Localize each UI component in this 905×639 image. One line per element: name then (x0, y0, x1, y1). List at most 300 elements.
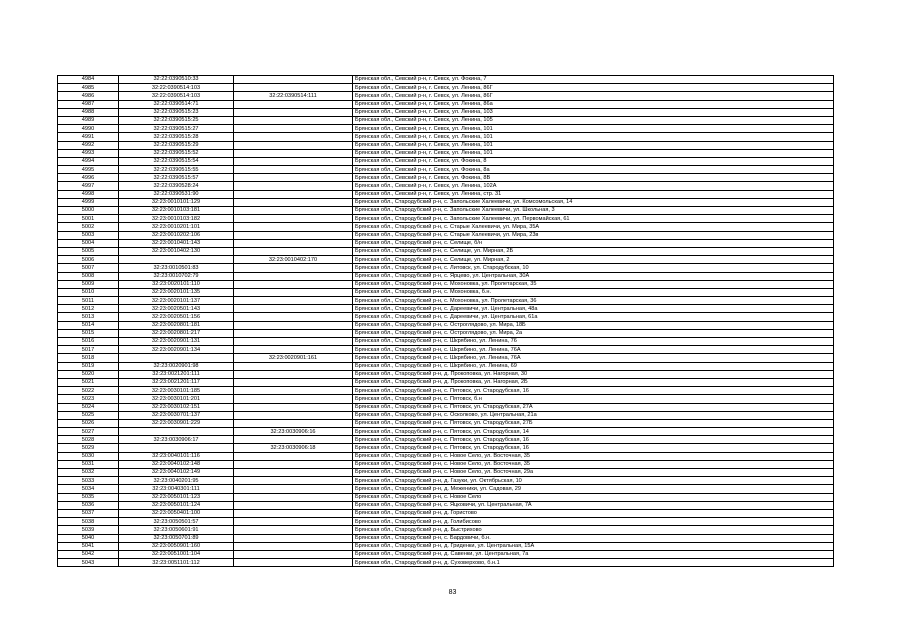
table-row (58, 100, 834, 108)
table-row (58, 526, 834, 534)
address-cell: Брянская обл., Стародубский р-н, д. Савенки, ул. Центральная, 7а (353, 550, 834, 558)
address-cell: Брянская обл., Стародубский р-н, с. Остроглядово, ул. Мира, 2а (353, 329, 834, 337)
table-row (58, 313, 834, 321)
parent-cadastral-number-cell (234, 501, 353, 509)
row-number-cell: 5018 (58, 354, 119, 362)
row-number-cell: 5012 (58, 305, 119, 313)
page-number: 83 (448, 589, 457, 596)
row-number-cell: 4994 (58, 157, 119, 165)
cadastral-number-cell: 32:23:0020101:110 (119, 280, 234, 288)
address-cell: Брянская обл., Стародубский р-н, с. Пятовск, ул. Стародубская, 14 (353, 428, 834, 436)
row-number-cell: 4992 (58, 141, 119, 149)
parent-cadastral-number-cell (234, 133, 353, 141)
row-number-cell: 4993 (58, 149, 119, 157)
parent-cadastral-number-cell (234, 460, 353, 468)
table-row (58, 92, 834, 100)
row-number-cell: 4997 (58, 182, 119, 190)
parent-cadastral-number-cell (234, 329, 353, 337)
address-cell: Брянская обл., Стародубский р-н, с. Пятовск, б.н (353, 395, 834, 403)
parent-cadastral-number-cell (234, 509, 353, 517)
address-cell: Брянская обл., Севский р-н, г. Севск, ул. Ленина, 86а (353, 100, 834, 108)
table-row (58, 280, 834, 288)
cadastral-number-cell: 32:22:0390515:57 (119, 174, 234, 182)
cadastral-number-cell: 32:23:0050501:57 (119, 518, 234, 526)
address-cell: Брянская обл., Севский р-н, г. Севск, ул. Ленина, 101 (353, 125, 834, 133)
row-number-cell: 5006 (58, 256, 119, 264)
table-row (58, 370, 834, 378)
cadastral-number-cell: 32:23:0010202:106 (119, 231, 234, 239)
row-number-cell: 5004 (58, 239, 119, 247)
address-cell: Брянская обл., Севский р-н, г. Севск, ул. Ленина, 86Г (353, 84, 834, 92)
table-row (58, 534, 834, 542)
address-cell: Брянская обл., Стародубский р-н, с. Пятовск, ул. Стародубская, 27Б (353, 419, 834, 427)
cadastral-number-cell: 32:22:0390515:54 (119, 157, 234, 165)
table-row (58, 116, 834, 124)
table-row (58, 108, 834, 116)
parent-cadastral-number-cell (234, 239, 353, 247)
table-row (58, 182, 834, 190)
cadastral-number-cell (119, 444, 234, 452)
parent-cadastral-number-cell (234, 116, 353, 124)
table-row (58, 550, 834, 558)
parent-cadastral-number-cell (234, 280, 353, 288)
cadastral-number-cell: 32:22:0390515:25 (119, 116, 234, 124)
row-number-cell: 5036 (58, 501, 119, 509)
parent-cadastral-number-cell (234, 100, 353, 108)
cadastral-number-cell: 32:23:0050601:91 (119, 526, 234, 534)
cadastral-number-cell: 32:23:0010501:83 (119, 264, 234, 272)
cadastral-number-cell: 32:23:0030901:229 (119, 419, 234, 427)
parent-cadastral-number-cell (234, 174, 353, 182)
cadastral-number-cell: 32:22:0390515:52 (119, 149, 234, 157)
table-row (58, 84, 834, 92)
table-row (58, 428, 834, 436)
cadastral-number-cell: 32:23:0020901:98 (119, 362, 234, 370)
table-row (58, 166, 834, 174)
parent-cadastral-number-cell (234, 493, 353, 501)
cadastral-number-cell: 32:23:0021201:117 (119, 378, 234, 386)
address-cell: Брянская обл., Стародубский р-н, с. Запольские Халеевичи, ул. Первомайская, 61 (353, 215, 834, 223)
table-row (58, 436, 834, 444)
cadastral-number-cell: 32:23:0010103:181 (119, 207, 234, 215)
cadastral-number-cell: 32:23:0040101:116 (119, 452, 234, 460)
cadastral-number-cell: 32:23:0020101:137 (119, 297, 234, 305)
table-row (58, 141, 834, 149)
table-row (58, 346, 834, 354)
row-number-cell: 5000 (58, 207, 119, 215)
parent-cadastral-number-cell (234, 403, 353, 411)
address-cell: Брянская обл., Севский р-н, г. Севск, ул. Фокина, 8 (353, 157, 834, 165)
parent-cadastral-number-cell (234, 76, 353, 84)
table-row (58, 493, 834, 501)
row-number-cell: 4985 (58, 84, 119, 92)
table-row (58, 501, 834, 509)
cadastral-number-cell: 32:22:0390515:29 (119, 141, 234, 149)
table-row (58, 207, 834, 215)
parent-cadastral-number-cell (234, 370, 353, 378)
parent-cadastral-number-cell: 32:23:0030906:16 (234, 428, 353, 436)
row-number-cell: 5033 (58, 477, 119, 485)
table-row (58, 198, 834, 206)
cadastral-number-cell: 32:22:0390515:55 (119, 166, 234, 174)
cadastral-number-cell: 32:23:0020901:131 (119, 338, 234, 346)
row-number-cell: 5019 (58, 362, 119, 370)
parent-cadastral-number-cell (234, 477, 353, 485)
parent-cadastral-number-cell (234, 190, 353, 198)
address-cell: Брянская обл., Стародубский р-н, с. Запольские Халеевичи, ул. Комсомольская, 14 (353, 198, 834, 206)
parent-cadastral-number-cell (234, 469, 353, 477)
table-row (58, 157, 834, 165)
parent-cadastral-number-cell (234, 166, 353, 174)
address-cell: Брянская обл., Севский р-н, г. Севск, ул. Ленина, 101 (353, 133, 834, 141)
table-row (58, 76, 834, 84)
row-number-cell: 5016 (58, 338, 119, 346)
parent-cadastral-number-cell (234, 108, 353, 116)
cadastral-number-cell: 32:23:0010103:182 (119, 215, 234, 223)
row-number-cell: 5037 (58, 509, 119, 517)
row-number-cell: 5001 (58, 215, 119, 223)
address-cell: Брянская обл., Стародубский р-н, с. Мохоновка, ул. Пролетарская, 36 (353, 297, 834, 305)
address-cell: Брянская обл., Стародубский р-н, с. Запольские Халеевичи, ул. Школьная, 3 (353, 207, 834, 215)
table-row (58, 354, 834, 362)
address-cell: Брянская обл., Стародубский р-н, с. Остроглядово, ул. Мира, 18Б (353, 321, 834, 329)
address-cell: Брянская обл., Севский р-н, г. Севск, ул. Ленина, 86Г (353, 92, 834, 100)
address-cell: Брянская обл., Стародубский р-н, д. Суховерхово, б.н.1 (353, 559, 834, 567)
address-cell: Брянская обл., Стародубский р-н, с. Новое Село (353, 493, 834, 501)
row-number-cell: 5027 (58, 428, 119, 436)
cadastral-number-cell: 32:22:0390531:90 (119, 190, 234, 198)
address-cell: Брянская обл., Стародубский р-н, с. Пятовск, ул. Стародубская, 16 (353, 444, 834, 452)
address-cell: Брянская обл., Стародубский р-н, д. Быстрихово (353, 526, 834, 534)
table-row (58, 338, 834, 346)
address-cell: Брянская обл., Стародубский р-н, с. Шкрябино, ул. Ленина, 76А (353, 354, 834, 362)
row-number-cell: 5043 (58, 559, 119, 567)
table-row (58, 419, 834, 427)
parent-cadastral-number-cell (234, 247, 353, 255)
table-row (58, 329, 834, 337)
table-row (58, 149, 834, 157)
parent-cadastral-number-cell (234, 346, 353, 354)
cadastral-number-cell: 32:23:0020801:217 (119, 329, 234, 337)
parent-cadastral-number-cell (234, 207, 353, 215)
cadastral-number-cell (119, 256, 234, 264)
parent-cadastral-number-cell: 32:23:0010402:170 (234, 256, 353, 264)
table-row (58, 305, 834, 313)
row-number-cell: 5030 (58, 452, 119, 460)
table-row (58, 378, 834, 386)
address-cell: Брянская обл., Севский р-н, г. Севск, ул. Ленина, 101 (353, 149, 834, 157)
address-cell: Брянская обл., Стародубский р-н, с. Пятовск, ул. Стародубская, 16 (353, 387, 834, 395)
parent-cadastral-number-cell (234, 231, 353, 239)
row-number-cell: 5022 (58, 387, 119, 395)
cadastral-number-cell: 32:23:0030101:185 (119, 387, 234, 395)
row-number-cell: 5002 (58, 223, 119, 231)
cadastral-number-cell: 32:22:0390510:33 (119, 76, 234, 84)
address-cell: Брянская обл., Стародубский р-н, с. Яцковичи, ул. Центральная, 7А (353, 501, 834, 509)
address-cell: Брянская обл., Стародубский р-н, с. Шкрябино, ул. Ленина, 76А (353, 346, 834, 354)
cadastral-number-cell: 32:23:0051101:112 (119, 559, 234, 567)
address-cell: Брянская обл., Стародубский р-н, с. Дареевичи, ул. Центральная, 61а (353, 313, 834, 321)
address-cell: Брянская обл., Стародубский р-н, с. Пятовск, ул. Стародубская, 27А (353, 403, 834, 411)
parent-cadastral-number-cell (234, 395, 353, 403)
row-number-cell: 5028 (58, 436, 119, 444)
address-cell: Брянская обл., Севский р-н, г. Севск, ул. Ленина, 102А (353, 182, 834, 190)
parent-cadastral-number-cell (234, 321, 353, 329)
address-cell: Брянская обл., Стародубский р-н, с. Селище, ул. Мирная, 2Б (353, 247, 834, 255)
parent-cadastral-number-cell (234, 149, 353, 157)
parent-cadastral-number-cell (234, 518, 353, 526)
row-number-cell: 5032 (58, 469, 119, 477)
table-row (58, 444, 834, 452)
table-row (58, 411, 834, 419)
row-number-cell: 5017 (58, 346, 119, 354)
address-cell: Брянская обл., Стародубский р-н, с. Ярцево, ул. Центральная, 30А (353, 272, 834, 280)
parent-cadastral-number-cell (234, 125, 353, 133)
cadastral-number-cell: 32:23:0030101:201 (119, 395, 234, 403)
parent-cadastral-number-cell: 32:22:0390514:111 (234, 92, 353, 100)
parent-cadastral-number-cell (234, 305, 353, 313)
register-table-body (58, 76, 834, 567)
address-cell: Брянская обл., Севский р-н, г. Севск, ул. Ленина, стр. 31 (353, 190, 834, 198)
cadastral-number-cell (119, 428, 234, 436)
cadastral-number-cell: 32:23:0010401:143 (119, 239, 234, 247)
row-number-cell: 5009 (58, 280, 119, 288)
row-number-cell: 4984 (58, 76, 119, 84)
address-cell: Брянская обл., Стародубский р-н, д. Голибисово (353, 518, 834, 526)
table-row (58, 190, 834, 198)
cadastral-number-cell: 32:23:0050101:123 (119, 493, 234, 501)
parent-cadastral-number-cell (234, 411, 353, 419)
cadastral-number-cell: 32:23:0020501:156 (119, 313, 234, 321)
parent-cadastral-number-cell (234, 387, 353, 395)
cadastral-register-table (57, 75, 834, 567)
parent-cadastral-number-cell (234, 84, 353, 92)
table-row (58, 387, 834, 395)
table-row (58, 542, 834, 550)
table-row (58, 288, 834, 296)
row-number-cell: 5038 (58, 518, 119, 526)
row-number-cell: 5029 (58, 444, 119, 452)
cadastral-number-cell: 32:23:0020801:181 (119, 321, 234, 329)
address-cell: Брянская обл., Севский р-н, г. Севск, ул. Ленина, 101 (353, 141, 834, 149)
row-number-cell: 5031 (58, 460, 119, 468)
parent-cadastral-number-cell (234, 313, 353, 321)
table-row (58, 231, 834, 239)
table-row (58, 174, 834, 182)
table-row (58, 215, 834, 223)
table-row (58, 256, 834, 264)
table-row (58, 133, 834, 141)
address-cell: Брянская обл., Стародубский р-н, д. Гриденки, ул. Центральная, 15А (353, 542, 834, 550)
cadastral-number-cell: 32:23:0010402:130 (119, 247, 234, 255)
table-row (58, 223, 834, 231)
cadastral-number-cell: 32:23:0040102:148 (119, 460, 234, 468)
address-cell: Брянская обл., Стародубский р-н, с. Шкрябино, ул. Ленина, 69 (353, 362, 834, 370)
address-cell: Брянская обл., Стародубский р-н, д. Прокоповка, ул. Нагорная, 30 (353, 370, 834, 378)
cadastral-number-cell: 32:23:0050901:160 (119, 542, 234, 550)
row-number-cell: 5035 (58, 493, 119, 501)
row-number-cell: 5041 (58, 542, 119, 550)
parent-cadastral-number-cell (234, 419, 353, 427)
address-cell: Брянская обл., Стародубский р-н, с. Старые Халеевичи, ул. Мира, 35А (353, 223, 834, 231)
cadastral-number-cell: 32:23:0010101:129 (119, 198, 234, 206)
row-number-cell: 5003 (58, 231, 119, 239)
parent-cadastral-number-cell (234, 223, 353, 231)
row-number-cell: 5039 (58, 526, 119, 534)
row-number-cell: 5024 (58, 403, 119, 411)
row-number-cell: 4999 (58, 198, 119, 206)
address-cell: Брянская обл., Стародубский р-н, с. Пятовск, ул. Стародубская, 16 (353, 436, 834, 444)
row-number-cell: 5026 (58, 419, 119, 427)
address-cell: Брянская обл., Стародубский р-н, с. Мохоновка, ул. Пролетарская, 35 (353, 280, 834, 288)
address-cell: Брянская обл., Стародубский р-н, с. Мохоновка, б.н. (353, 288, 834, 296)
parent-cadastral-number-cell (234, 362, 353, 370)
cadastral-number-cell: 32:23:0010201:101 (119, 223, 234, 231)
parent-cadastral-number-cell (234, 534, 353, 542)
cadastral-number-cell: 32:23:0040201:95 (119, 477, 234, 485)
row-number-cell: 5007 (58, 264, 119, 272)
parent-cadastral-number-cell (234, 198, 353, 206)
row-number-cell: 5005 (58, 247, 119, 255)
row-number-cell: 4998 (58, 190, 119, 198)
table-row (58, 264, 834, 272)
cadastral-number-cell: 32:23:0020901:134 (119, 346, 234, 354)
address-cell: Брянская обл., Стародубский р-н, д. Прокоповка, ул. Нагорная, 2Б (353, 378, 834, 386)
parent-cadastral-number-cell (234, 157, 353, 165)
cadastral-number-cell: 32:22:0390515:23 (119, 108, 234, 116)
table-row (58, 452, 834, 460)
table-row (58, 395, 834, 403)
parent-cadastral-number-cell (234, 526, 353, 534)
row-number-cell: 4990 (58, 125, 119, 133)
parent-cadastral-number-cell (234, 338, 353, 346)
cadastral-number-cell: 32:22:0390515:27 (119, 125, 234, 133)
address-cell: Брянская обл., Стародубский р-н, с. Шкрябино, ул. Ленина, 76 (353, 338, 834, 346)
cadastral-number-cell: 32:23:0030906:17 (119, 436, 234, 444)
row-number-cell: 4996 (58, 174, 119, 182)
address-cell: Брянская обл., Стародубский р-н, с. Новое Село, ул. Восточная, 35 (353, 460, 834, 468)
cadastral-number-cell: 32:22:0390528:24 (119, 182, 234, 190)
cadastral-number-cell: 32:23:0020101:135 (119, 288, 234, 296)
row-number-cell: 5023 (58, 395, 119, 403)
cadastral-number-cell: 32:23:0020501:143 (119, 305, 234, 313)
parent-cadastral-number-cell: 32:23:0030906:18 (234, 444, 353, 452)
row-number-cell: 4987 (58, 100, 119, 108)
table-row (58, 518, 834, 526)
cadastral-number-cell: 32:22:0390514:103 (119, 84, 234, 92)
row-number-cell: 4986 (58, 92, 119, 100)
parent-cadastral-number-cell (234, 542, 353, 550)
row-number-cell: 4989 (58, 116, 119, 124)
address-cell: Брянская обл., Севский р-н, г. Севск, ул. Фокина, 8а (353, 166, 834, 174)
row-number-cell: 5034 (58, 485, 119, 493)
table-row (58, 469, 834, 477)
cadastral-number-cell: 32:23:0051001:104 (119, 550, 234, 558)
table-row (58, 125, 834, 133)
parent-cadastral-number-cell (234, 559, 353, 567)
table-row (58, 272, 834, 280)
table-row (58, 321, 834, 329)
parent-cadastral-number-cell (234, 436, 353, 444)
cadastral-number-cell: 32:23:0030102:151 (119, 403, 234, 411)
row-number-cell: 4988 (58, 108, 119, 116)
row-number-cell: 5015 (58, 329, 119, 337)
address-cell: Брянская обл., Стародубский р-н, с. Новое Село, ул. Восточная, 29а (353, 469, 834, 477)
table-row (58, 485, 834, 493)
address-cell: Брянская обл., Севский р-н, г. Севск, ул. Фокина, 8В (353, 174, 834, 182)
table-row (58, 460, 834, 468)
table-row (58, 239, 834, 247)
cadastral-number-cell: 32:22:0390514:103 (119, 92, 234, 100)
parent-cadastral-number-cell (234, 288, 353, 296)
cadastral-number-cell: 32:23:0050701:89 (119, 534, 234, 542)
row-number-cell: 5020 (58, 370, 119, 378)
address-cell: Брянская обл., Севский р-н, г. Севск, ул. Ленина, 105 (353, 116, 834, 124)
address-cell: Брянская обл., Стародубский р-н, д. Газуки, ул. Октябрьская, 10 (353, 477, 834, 485)
address-cell: Брянская обл., Стародубский р-н, с. Селище, ул. Мирная, 2 (353, 256, 834, 264)
parent-cadastral-number-cell (234, 264, 353, 272)
cadastral-number-cell: 32:23:0010702:79 (119, 272, 234, 280)
cadastral-number-cell: 32:23:0021201:111 (119, 370, 234, 378)
table-row (58, 403, 834, 411)
table-row (58, 559, 834, 567)
parent-cadastral-number-cell (234, 272, 353, 280)
row-number-cell: 5021 (58, 378, 119, 386)
address-cell: Брянская обл., Стародубский р-н, д. Меженики, ул. Садовая, 29 (353, 485, 834, 493)
row-number-cell: 5042 (58, 550, 119, 558)
parent-cadastral-number-cell (234, 452, 353, 460)
table-row (58, 362, 834, 370)
cadastral-number-cell: 32:23:0050401:100 (119, 509, 234, 517)
parent-cadastral-number-cell (234, 182, 353, 190)
parent-cadastral-number-cell (234, 485, 353, 493)
row-number-cell: 4991 (58, 133, 119, 141)
row-number-cell: 5013 (58, 313, 119, 321)
address-cell: Брянская обл., Стародубский р-н, д. Гористово (353, 509, 834, 517)
address-cell: Брянская обл., Стародубский р-н, с. Литовск, ул. Стародубская, 10 (353, 264, 834, 272)
address-cell: Брянская обл., Стародубский р-н, с. Старые Халеевичи, ул. Мира, 23в (353, 231, 834, 239)
row-number-cell: 5014 (58, 321, 119, 329)
table-row (58, 477, 834, 485)
row-number-cell: 4995 (58, 166, 119, 174)
row-number-cell: 5008 (58, 272, 119, 280)
address-cell: Брянская обл., Стародубский р-н, с. Дареевичи, ул. Центральная, 48а (353, 305, 834, 313)
address-cell: Брянская обл., Стародубский р-н, с. Осколково, ул. Центральная, 21а (353, 411, 834, 419)
cadastral-number-cell: 32:23:0040102:149 (119, 469, 234, 477)
parent-cadastral-number-cell (234, 378, 353, 386)
cadastral-number-cell: 32:22:0390514:71 (119, 100, 234, 108)
address-cell: Брянская обл., Стародубский р-н, с. Новое Село, ул. Восточная, 35 (353, 452, 834, 460)
row-number-cell: 5010 (58, 288, 119, 296)
cadastral-number-cell: 32:23:0050101:124 (119, 501, 234, 509)
address-cell: Брянская обл., Севский р-н, г. Севск, ул. Фокина, 7 (353, 76, 834, 84)
cadastral-number-cell: 32:23:0030701:137 (119, 411, 234, 419)
cadastral-number-cell: 32:23:0040301:111 (119, 485, 234, 493)
cadastral-number-cell: 32:22:0390515:28 (119, 133, 234, 141)
address-cell: Брянская обл., Стародубский р-н, с. Селище, б/н (353, 239, 834, 247)
cadastral-number-cell (119, 354, 234, 362)
parent-cadastral-number-cell (234, 297, 353, 305)
parent-cadastral-number-cell (234, 215, 353, 223)
parent-cadastral-number-cell: 32:23:0020901:161 (234, 354, 353, 362)
address-cell: Брянская обл., Стародубский р-н, с. Бардовичи, б.н. (353, 534, 834, 542)
address-cell: Брянская обл., Севский р-н, г. Севск, ул. Ленина, 103 (353, 108, 834, 116)
table-row (58, 297, 834, 305)
row-number-cell: 5025 (58, 411, 119, 419)
table-row (58, 247, 834, 255)
parent-cadastral-number-cell (234, 141, 353, 149)
table-row (58, 509, 834, 517)
